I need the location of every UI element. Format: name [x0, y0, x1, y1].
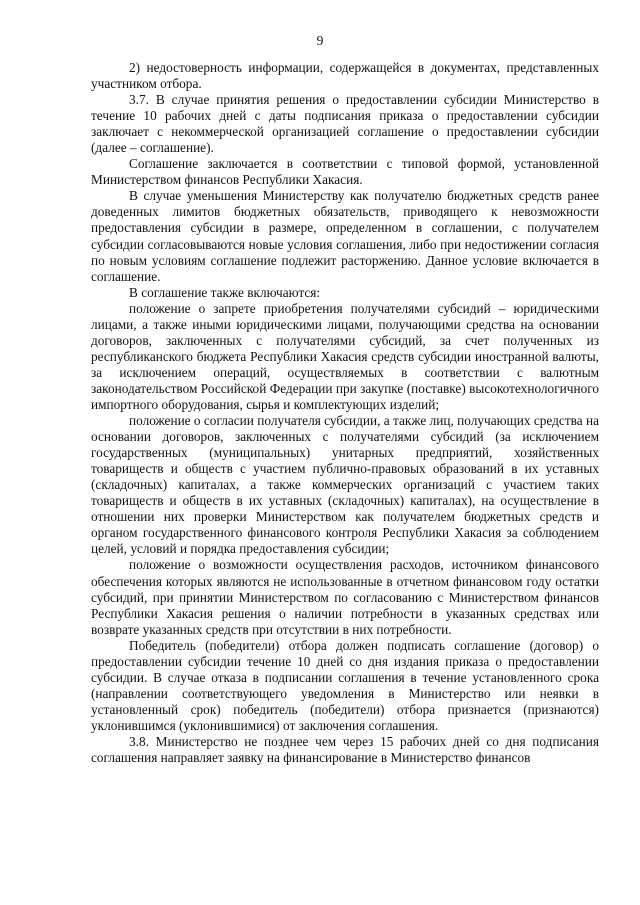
paragraph-standard-form: Соглашение заключается в соответствии с типовой формой, установленной Министерством финансов Республики Хакасия. — [91, 156, 599, 188]
document-body — [91, 60, 599, 766]
paragraph-agreement-includes: В соглашение также включаются: — [129, 284, 321, 300]
paragraph-audit-consent: положение о согласии получателя субсидии, а также лиц, получающих средства на основании договоров, заключенных с получателями субсидий (за исключением государственных (муниципальных) унитарных предприятий, хозяйственных товариществ и обществ с участием публично-правовых образований в их уставных (складочных) капиталах, а также коммерческих организаций с участием таких товариществ и обществ в их уставных (складочных) капиталах), на осуществление в отношении них проверки Министерством как получателем бюджетных средств и органом государственного финансового контроля Республики Хакасия за соблюдением целей, условий и порядка предоставления субсидии; — [91, 413, 599, 557]
page-number: 9 — [316, 33, 324, 48]
paragraph-currency-ban: положение о запрете приобретения получателями субсидий – юридическими лицами, а также иными юридическими лицами, получающими средства на основании договоров, заключенных с получателями субсидий, за счет полученных из республиканского бюджета Республики Хакасия средств субсидии иностранной валюты, за исключением операций, осуществляемых в соответствии с валютным законодательством Российской Федерации при закупке (поставке) высокотехнологичного импортного оборудования, сырья и комплектующих изделий; — [91, 300, 599, 412]
paragraph-3-7-agreement-conclusion: 3.7. В случае принятия решения о предоставлении субсидии Министерство в течение 10 рабочих дней с даты подписания приказа о предоставлении субсидии заключает с некоммерческой организацией соглашение о предоставлении субсидии (далее – соглашение). — [91, 92, 599, 156]
paragraph-item-2-unreliable-info: 2) недостоверность информации, содержащейся в документах, представленных участником отбора. — [91, 60, 599, 92]
paragraph-3-8-funding-request: 3.8. Министерство не позднее чем через 15 рабочих дней со дня подписания соглашения направляет заявку на финансирование в Министерство финансов — [91, 733, 599, 766]
paragraph-winner-signing: Победитель (победители) отбора должен подписать соглашение (договор) о предоставлении субсидии течение 10 дней со дня издания приказа о предоставлении субсидии. В случае отказа в подписании соглашения в течение установленного срока (направлении соответствующего уведомления в Министерство или неявки в установленный срок) победитель (победители) отбора признается (признаются) уклонившимся (уклонившимися) от заключения соглашения. — [91, 637, 599, 733]
paragraph-unused-balances: положение о возможности осуществления расходов, источником финансового обеспечения которых являются не использованные в отчетном финансовом году остатки субсидий, при принятии Министерством по согласованию с Министерством финансов Республики Хакасия решения о наличии потребности в указанных средствах или возврате указанных средств при отсутствии в них потребности. — [91, 557, 599, 637]
paragraph-limits-reduction: В случае уменьшения Министерству как получателю бюджетных средств ранее доведенных лимитов бюджетных обязательств, приводящего к невозможности предоставления субсидии в размере, определенном в соглашении, с получателем субсидии согласовываются новые условия соглашения, либо при недостижении согласия по новым условиям соглашение подлежит расторжению. Данное условие включается в соглашение. — [91, 188, 599, 284]
